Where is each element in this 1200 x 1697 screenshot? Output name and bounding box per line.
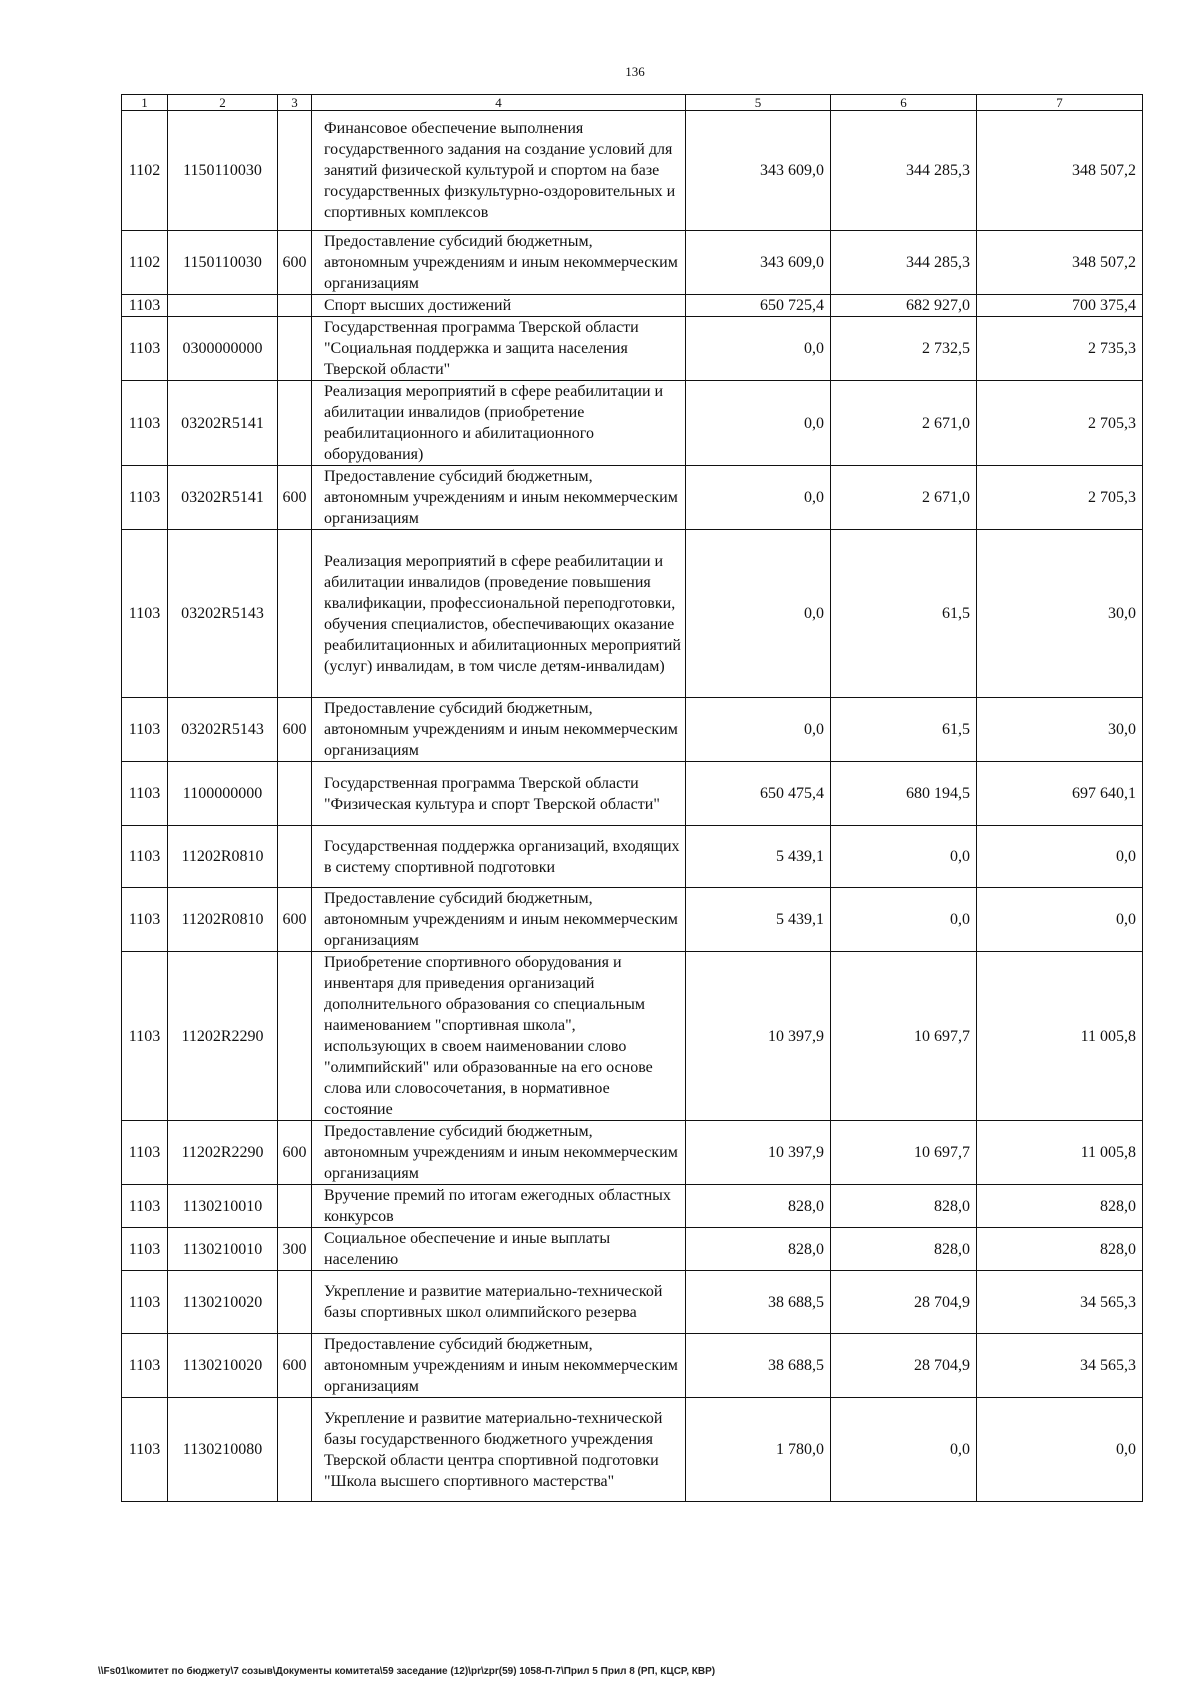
target-article-cell: 1130210020 xyxy=(168,1334,278,1398)
table-row xyxy=(122,530,1143,698)
section-code-cell: 1103 xyxy=(122,1334,168,1398)
table-row xyxy=(122,317,1143,381)
amount-year-2-cell: 28 704,9 xyxy=(831,1271,977,1334)
table-row xyxy=(122,231,1143,295)
header-row xyxy=(122,95,1143,111)
column-header: 4 xyxy=(312,95,686,111)
section-code-cell: 1103 xyxy=(122,698,168,762)
expense-type-cell: 600 xyxy=(278,231,312,295)
table-row xyxy=(122,1228,1143,1271)
amount-year-1-cell: 0,0 xyxy=(686,530,831,698)
description-cell: Приобретение спортивного оборудования и инвентаря для приведения организаций дополнительного образования со специальным наименованием "спортивная школа", использующих в своем наименовании слово "олимпийский" или образованные на его основе слова или словосочетания, в нормативное состояние xyxy=(312,952,686,1121)
amount-year-3-cell: 697 640,1 xyxy=(977,762,1143,826)
section-code-cell: 1103 xyxy=(122,381,168,466)
section-code-cell: 1103 xyxy=(122,1271,168,1334)
table-row xyxy=(122,111,1143,231)
expense-type-cell: 600 xyxy=(278,1334,312,1398)
amount-year-2-cell: 2 732,5 xyxy=(831,317,977,381)
amount-year-2-cell: 344 285,3 xyxy=(831,111,977,231)
amount-year-3-cell: 0,0 xyxy=(977,1398,1143,1502)
amount-year-1-cell: 5 439,1 xyxy=(686,826,831,888)
expense-type-cell xyxy=(278,762,312,826)
section-code-cell: 1103 xyxy=(122,295,168,317)
amount-year-1-cell: 828,0 xyxy=(686,1228,831,1271)
description-cell: Предоставление субсидий бюджетным, автономным учреждениям и иным некоммерческим организациям xyxy=(312,698,686,762)
amount-year-2-cell: 61,5 xyxy=(831,530,977,698)
description-cell: Спорт высших достижений xyxy=(312,295,686,317)
amount-year-2-cell: 2 671,0 xyxy=(831,381,977,466)
column-header: 6 xyxy=(831,95,977,111)
description-cell: Социальное обеспечение и иные выплаты населению xyxy=(312,1228,686,1271)
amount-year-3-cell: 11 005,8 xyxy=(977,1121,1143,1185)
column-header: 2 xyxy=(168,95,278,111)
table-row xyxy=(122,381,1143,466)
column-header: 1 xyxy=(122,95,168,111)
amount-year-2-cell: 2 671,0 xyxy=(831,466,977,530)
target-article-cell: 1130210010 xyxy=(168,1228,278,1271)
target-article-cell: 03202R5143 xyxy=(168,530,278,698)
amount-year-3-cell: 0,0 xyxy=(977,826,1143,888)
expense-type-cell xyxy=(278,111,312,231)
page-number: 136 xyxy=(625,64,645,79)
target-article-cell: 1130210020 xyxy=(168,1271,278,1334)
table-row xyxy=(122,295,1143,317)
amount-year-2-cell: 682 927,0 xyxy=(831,295,977,317)
amount-year-3-cell: 348 507,2 xyxy=(977,231,1143,295)
table-row xyxy=(122,888,1143,952)
description-cell: Государственная программа Тверской области "Физическая культура и спорт Тверской области" xyxy=(312,762,686,826)
amount-year-2-cell: 828,0 xyxy=(831,1185,977,1228)
section-code-cell: 1103 xyxy=(122,530,168,698)
expense-type-cell xyxy=(278,317,312,381)
table-body xyxy=(122,111,1143,1502)
description-cell: Укрепление и развитие материально-технической базы государственного бюджетного учреждения Тверской области центра спортивной подготовки "Школа высшего спортивного мастерства" xyxy=(312,1398,686,1502)
section-code-cell: 1103 xyxy=(122,1185,168,1228)
target-article-cell: 03202R5141 xyxy=(168,381,278,466)
amount-year-3-cell: 2 705,3 xyxy=(977,381,1143,466)
column-header: 5 xyxy=(686,95,831,111)
expense-type-cell: 600 xyxy=(278,1121,312,1185)
table-row xyxy=(122,826,1143,888)
description-cell: Государственная программа Тверской области "Социальная поддержка и защита населения Тверской области" xyxy=(312,317,686,381)
expense-type-cell xyxy=(278,1271,312,1334)
amount-year-1-cell: 10 397,9 xyxy=(686,952,831,1121)
description-cell: Предоставление субсидий бюджетным, автономным учреждениям и иным некоммерческим организациям xyxy=(312,1121,686,1185)
table-row xyxy=(122,1185,1143,1228)
target-article-cell: 1150110030 xyxy=(168,111,278,231)
description-cell: Предоставление субсидий бюджетным, автономным учреждениям и иным некоммерческим организациям xyxy=(312,231,686,295)
amount-year-2-cell: 0,0 xyxy=(831,826,977,888)
amount-year-1-cell: 650 725,4 xyxy=(686,295,831,317)
table-row xyxy=(122,762,1143,826)
amount-year-1-cell: 343 609,0 xyxy=(686,111,831,231)
target-article-cell: 03202R5141 xyxy=(168,466,278,530)
amount-year-3-cell: 700 375,4 xyxy=(977,295,1143,317)
expense-type-cell xyxy=(278,530,312,698)
target-article-cell: 11202R0810 xyxy=(168,826,278,888)
section-code-cell: 1103 xyxy=(122,1228,168,1271)
description-cell: Предоставление субсидий бюджетным, автономным учреждениям и иным некоммерческим организациям xyxy=(312,466,686,530)
target-article-cell: 1100000000 xyxy=(168,762,278,826)
description-cell: Вручение премий по итогам ежегодных областных конкурсов xyxy=(312,1185,686,1228)
column-header: 7 xyxy=(977,95,1143,111)
description-cell: Реализация мероприятий в сфере реабилитации и абилитации инвалидов (проведение повышения квалификации, профессиональной переподготовки, обучения специалистов, обеспечивающих оказание реабилитационных и абилитационных мероприятий (услуг) инвалидам, в том числе детям-инвалидам) xyxy=(312,530,686,698)
target-article-cell xyxy=(168,295,278,317)
amount-year-1-cell: 1 780,0 xyxy=(686,1398,831,1502)
description-cell: Реализация мероприятий в сфере реабилитации и абилитации инвалидов (приобретение реабилитационного и абилитационного оборудования) xyxy=(312,381,686,466)
description-cell: Государственная поддержка организаций, входящих в систему спортивной подготовки xyxy=(312,826,686,888)
amount-year-3-cell: 34 565,3 xyxy=(977,1271,1143,1334)
amount-year-1-cell: 38 688,5 xyxy=(686,1271,831,1334)
column-header: 3 xyxy=(278,95,312,111)
amount-year-1-cell: 343 609,0 xyxy=(686,231,831,295)
amount-year-1-cell: 0,0 xyxy=(686,466,831,530)
amount-year-2-cell: 828,0 xyxy=(831,1228,977,1271)
amount-year-1-cell: 10 397,9 xyxy=(686,1121,831,1185)
expense-type-cell: 600 xyxy=(278,698,312,762)
expense-type-cell xyxy=(278,295,312,317)
expense-type-cell xyxy=(278,1398,312,1502)
amount-year-1-cell: 5 439,1 xyxy=(686,888,831,952)
target-article-cell: 1150110030 xyxy=(168,231,278,295)
amount-year-1-cell: 0,0 xyxy=(686,317,831,381)
amount-year-1-cell: 38 688,5 xyxy=(686,1334,831,1398)
table-row xyxy=(122,1398,1143,1502)
amount-year-1-cell: 0,0 xyxy=(686,698,831,762)
description-cell: Укрепление и развитие материально-технической базы спортивных школ олимпийского резерва xyxy=(312,1271,686,1334)
amount-year-3-cell: 11 005,8 xyxy=(977,952,1143,1121)
table-row xyxy=(122,698,1143,762)
table-row xyxy=(122,466,1143,530)
section-code-cell: 1102 xyxy=(122,111,168,231)
budget-table xyxy=(121,94,1143,1502)
expense-type-cell xyxy=(278,1185,312,1228)
target-article-cell: 1130210010 xyxy=(168,1185,278,1228)
table-row xyxy=(122,1334,1143,1398)
table-row xyxy=(122,1121,1143,1185)
amount-year-3-cell: 2 705,3 xyxy=(977,466,1143,530)
section-code-cell: 1103 xyxy=(122,1121,168,1185)
section-code-cell: 1103 xyxy=(122,952,168,1121)
target-article-cell: 11202R2290 xyxy=(168,1121,278,1185)
amount-year-3-cell: 30,0 xyxy=(977,698,1143,762)
section-code-cell: 1103 xyxy=(122,888,168,952)
target-article-cell: 11202R0810 xyxy=(168,888,278,952)
expense-type-cell xyxy=(278,826,312,888)
amount-year-1-cell: 650 475,4 xyxy=(686,762,831,826)
amount-year-3-cell: 34 565,3 xyxy=(977,1334,1143,1398)
description-cell: Предоставление субсидий бюджетным, автономным учреждениям и иным некоммерческим организациям xyxy=(312,888,686,952)
section-code-cell: 1103 xyxy=(122,1398,168,1502)
amount-year-2-cell: 344 285,3 xyxy=(831,231,977,295)
expense-type-cell: 300 xyxy=(278,1228,312,1271)
description-cell: Предоставление субсидий бюджетным, автономным учреждениям и иным некоммерческим организациям xyxy=(312,1334,686,1398)
section-code-cell: 1102 xyxy=(122,231,168,295)
expense-type-cell: 600 xyxy=(278,888,312,952)
amount-year-3-cell: 30,0 xyxy=(977,530,1143,698)
target-article-cell: 0300000000 xyxy=(168,317,278,381)
section-code-cell: 1103 xyxy=(122,826,168,888)
amount-year-1-cell: 828,0 xyxy=(686,1185,831,1228)
amount-year-3-cell: 2 735,3 xyxy=(977,317,1143,381)
amount-year-3-cell: 828,0 xyxy=(977,1185,1143,1228)
amount-year-2-cell: 680 194,5 xyxy=(831,762,977,826)
section-code-cell: 1103 xyxy=(122,317,168,381)
expense-type-cell: 600 xyxy=(278,466,312,530)
amount-year-2-cell: 10 697,7 xyxy=(831,952,977,1121)
table-row xyxy=(122,952,1143,1121)
amount-year-3-cell: 828,0 xyxy=(977,1228,1143,1271)
target-article-cell: 03202R5143 xyxy=(168,698,278,762)
description-cell: Финансовое обеспечение выполнения государственного задания на создание условий для занятий физической культурой и спортом на базе государственных физкультурно-оздоровительных и спортивных комплексов xyxy=(312,111,686,231)
amount-year-2-cell: 0,0 xyxy=(831,888,977,952)
amount-year-2-cell: 28 704,9 xyxy=(831,1334,977,1398)
target-article-cell: 1130210080 xyxy=(168,1398,278,1502)
amount-year-2-cell: 0,0 xyxy=(831,1398,977,1502)
expense-type-cell xyxy=(278,381,312,466)
table-row xyxy=(122,1271,1143,1334)
section-code-cell: 1103 xyxy=(122,762,168,826)
amount-year-2-cell: 61,5 xyxy=(831,698,977,762)
target-article-cell: 11202R2290 xyxy=(168,952,278,1121)
amount-year-3-cell: 0,0 xyxy=(977,888,1143,952)
amount-year-1-cell: 0,0 xyxy=(686,381,831,466)
expense-type-cell xyxy=(278,952,312,1121)
amount-year-2-cell: 10 697,7 xyxy=(831,1121,977,1185)
file-path-footer: \\Fs01\комитет по бюджету\7 созыв\Документы комитета\59 заседание (12)\pr\zpr(59) 1058-П-7\Прил 5 Прил 8 (РП, КЦСР, КВР) xyxy=(98,1666,716,1677)
section-code-cell: 1103 xyxy=(122,466,168,530)
amount-year-3-cell: 348 507,2 xyxy=(977,111,1143,231)
